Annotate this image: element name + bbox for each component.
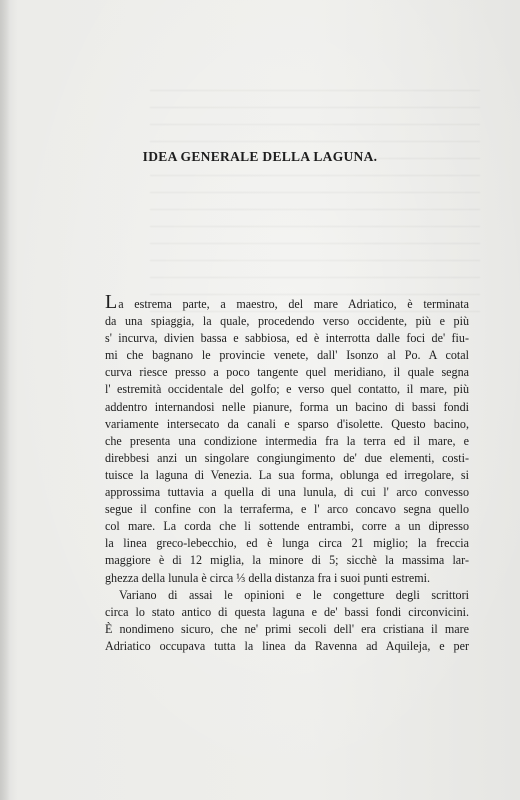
text-line-15: la linea greco-lebecchio, ed è lunga circa 21 miglio; la freccia <box>105 536 469 551</box>
text-line-5: curva riesce presso a poco tangente quel meridiano, il quale segna <box>105 365 469 380</box>
text-line-16: maggiore è di 12 miglia, la minore di 5; sicchè la massima lar- <box>105 553 469 568</box>
text-line-13: segue il confine con la terraferma, e l' arco concavo segna quello <box>105 502 469 517</box>
drop-cap: L <box>105 291 118 313</box>
text-line-7: addentro internandosi nelle pianure, forma un bacino di bassi fondi <box>105 399 469 414</box>
text-line-6: l' estremità occidentale del golfo; e verso quel contatto, il mare, più <box>105 382 469 397</box>
text-line-9: che presenta una condizione intermedia fra la terra ed il mare, e <box>105 433 469 448</box>
text-line-21: Adriatico occupava tutta la linea da Ravenna ad Aquileja, e per <box>105 638 469 653</box>
text-line-17: ghezza della lunula è circa ⅓ della distanza fra i suoi punti estremi. <box>105 570 431 585</box>
text-line-3: s' incurva, divien bassa e sabbiosa, ed è interrotta dalle foci de' fiu- <box>105 331 469 346</box>
text-line-18: Variano di assai le opinioni e le congetture degli scrittori <box>119 587 469 602</box>
page-title: IDEA GENERALE DELLA LAGUNA. <box>142 149 378 164</box>
text-line-2: da una spiaggia, la quale, procedendo verso occidente, più e più <box>105 314 469 329</box>
text-line-1 <box>105 291 469 313</box>
body-text <box>105 291 469 655</box>
text-line-14: col mare. La corda che li sottende entrambi, corre a un dipresso <box>105 519 469 534</box>
bleed-through-texture <box>150 90 480 320</box>
text-line-8: variamente intersecato da canali e sparso d'isolette. Questo bacino, <box>105 416 469 431</box>
text-line-11: tuisce la laguna di Venezia. La sua forma, oblunga ed irregolare, si <box>105 467 469 482</box>
text-line-1-content: a estrema parte, a maestro, del mare Adriatico, è terminata <box>118 297 469 311</box>
text-line-12: approssima tuttavia a quella di una lunula, di cui l' arco convesso <box>105 485 469 500</box>
text-line-20: È nondimeno sicuro, che ne' primi secoli dell' era cristiana il mare <box>105 621 469 636</box>
text-line-4: mi che bagnano le provincie venete, dall' Isonzo al Po. A cotal <box>105 348 469 363</box>
text-line-19: circa lo stato antico di questa laguna e de' bassi fondi circonvicini. <box>105 604 469 619</box>
text-line-10: direbbesi anzi un singolare congiungimento de' due elementi, costi- <box>105 450 469 465</box>
